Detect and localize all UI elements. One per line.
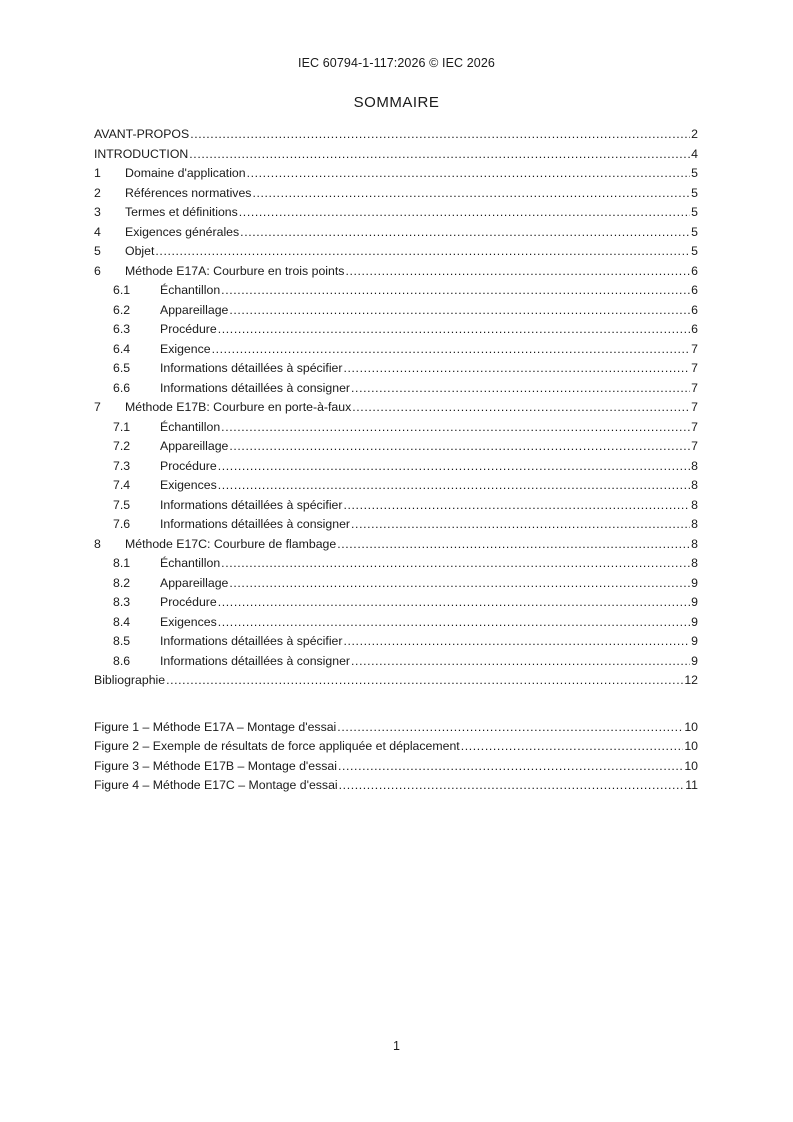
toc-entry-number: 7.3 [113, 458, 131, 473]
page-reference: 8 [691, 517, 698, 531]
toc-entry[interactable] [94, 515, 698, 535]
dot-leader [461, 737, 684, 757]
toc-entry-number: 6 [94, 263, 101, 278]
page-reference: 10 [684, 758, 698, 773]
toc-entry-label: Exigences [160, 614, 217, 629]
dot-leader [229, 437, 690, 457]
dot-leader [240, 223, 690, 243]
toc-entry-number: 6.3 [113, 322, 131, 336]
page-reference: 6 [691, 302, 698, 317]
toc-entry-number: 5 [94, 244, 101, 258]
toc-entry-label: Échantillon [160, 283, 221, 297]
dot-leader [221, 418, 690, 438]
dot-leader [218, 320, 690, 340]
toc-entry-label: Bibliographie [94, 673, 166, 687]
dot-leader [247, 164, 691, 184]
page-reference: 9 [691, 634, 698, 648]
toc-entry-label: Méthode E17C: Courbure de flambage [125, 536, 337, 551]
page-number: 1 [393, 1039, 400, 1053]
page-reference: 5 [691, 205, 698, 219]
toc-entry[interactable] [94, 671, 698, 691]
toc-entry-number: 2 [94, 185, 101, 200]
toc-entry[interactable] [94, 203, 698, 223]
toc-entry[interactable] [94, 145, 698, 165]
toc-entry[interactable] [94, 437, 698, 457]
dot-leader [337, 535, 690, 555]
toc-entry-number: 8.5 [113, 634, 131, 648]
toc-entry[interactable] [94, 164, 698, 184]
figure-entry-label: Figure 4 – Méthode E17C – Montage d'essai [94, 778, 338, 792]
dot-leader [218, 593, 690, 613]
figure-entry-label: Figure 3 – Méthode E17B – Montage d'essai [94, 758, 337, 773]
toc-entry-label: Informations détaillées à spécifier [160, 361, 343, 375]
dot-leader [190, 125, 690, 145]
page-reference: 8 [691, 536, 698, 551]
figure-entry-label: Figure 1 – Méthode E17A – Montage d'essai [94, 719, 337, 734]
toc-entry[interactable] [94, 379, 698, 399]
page-reference: 2 [691, 127, 698, 141]
dot-leader [344, 359, 691, 379]
toc-entry[interactable] [94, 301, 698, 321]
toc-entry-number: 7.1 [113, 419, 131, 434]
toc-entry-number: 6.6 [113, 380, 131, 395]
toc-entry-label: AVANT-PROPOS [94, 127, 190, 141]
page-reference: 7 [691, 341, 698, 356]
toc-entry[interactable] [94, 476, 698, 496]
dot-leader [166, 671, 683, 691]
dot-leader [351, 515, 690, 535]
toc-entry-label: Appareillage [160, 575, 229, 590]
dot-leader [212, 340, 691, 360]
toc-entry-label: INTRODUCTION [94, 146, 189, 161]
page-reference: 5 [691, 166, 698, 180]
dot-leader [345, 262, 690, 282]
toc-entry-number: 4 [94, 224, 101, 239]
page-reference: 5 [691, 244, 698, 258]
toc-entry-label: Informations détaillées à spécifier [160, 497, 343, 512]
toc-entry-number: 8.2 [113, 575, 131, 590]
page-reference: 5 [691, 224, 698, 239]
toc-entry-label: Références normatives [125, 185, 252, 200]
toc-entries [94, 125, 698, 691]
toc-entry[interactable] [94, 613, 698, 633]
dot-leader [218, 613, 690, 633]
page-reference: 7 [691, 400, 698, 414]
toc-entry[interactable] [94, 125, 698, 145]
toc-entry[interactable] [94, 457, 698, 477]
figure-entry[interactable] [94, 776, 698, 796]
page-reference: 8 [691, 458, 698, 473]
page-reference: 9 [691, 653, 698, 668]
figure-entry[interactable] [94, 737, 698, 757]
toc-entry-label: Informations détaillées à consigner [160, 653, 351, 668]
figure-list [94, 718, 698, 796]
dot-leader [229, 301, 690, 321]
toc-entry-number: 6.1 [113, 283, 131, 297]
toc-entry[interactable] [94, 398, 698, 418]
page-reference: 6 [691, 263, 698, 278]
page-reference: 7 [691, 419, 698, 434]
dot-leader [252, 184, 690, 204]
toc-entry-label: Procédure [160, 322, 217, 336]
page-reference: 7 [691, 439, 698, 453]
dot-leader [221, 554, 690, 574]
toc-entry-number: 7 [94, 400, 101, 414]
toc-entry[interactable] [94, 554, 698, 574]
dot-leader [338, 757, 683, 777]
toc-entry-number: 7.6 [113, 517, 131, 531]
figure-entry-label: Figure 2 – Exemple de résultats de force appliquée et déplacement [94, 739, 460, 753]
page-reference: 7 [691, 380, 698, 395]
page-reference: 8 [691, 478, 698, 492]
dot-leader [351, 379, 690, 399]
toc-entry-label: Termes et définitions [125, 205, 238, 219]
page-reference: 10 [684, 739, 698, 753]
toc-entry-number: 7.2 [113, 439, 131, 453]
toc-entry-number: 8.3 [113, 595, 131, 609]
toc-entry[interactable] [94, 320, 698, 340]
toc-entry-number: 6.4 [113, 341, 131, 356]
page-reference: 11 [685, 778, 698, 792]
dot-leader [339, 776, 685, 796]
dot-leader [337, 718, 683, 738]
dot-leader [218, 457, 690, 477]
toc-entry-number: 6.2 [113, 302, 131, 317]
toc-entry-label: Méthode E17B: Courbure en porte-à-faux [125, 400, 352, 414]
toc-entry-number: 8.6 [113, 653, 131, 668]
toc-entry-number: 6.5 [113, 361, 131, 375]
toc-entry-label: Échantillon [160, 419, 221, 434]
page-reference: 7 [691, 361, 698, 375]
page-reference: 12 [684, 673, 698, 687]
toc-entry-number: 8 [94, 536, 101, 551]
toc-entry-label: Appareillage [160, 302, 229, 317]
toc-entry-label: Exigences [160, 478, 217, 492]
toc-entry-number: 8.4 [113, 614, 131, 629]
toc-entry[interactable] [94, 359, 698, 379]
toc-entry[interactable] [94, 242, 698, 262]
dot-leader [218, 476, 690, 496]
toc-entry[interactable] [94, 418, 698, 438]
dot-leader [344, 496, 691, 516]
figure-entry[interactable] [94, 757, 698, 777]
toc-entry-number: 1 [94, 166, 101, 180]
dot-leader [239, 203, 690, 223]
toc-entry-label: Informations détaillées à spécifier [160, 634, 343, 648]
page-reference: 8 [691, 497, 698, 512]
toc-spacer [94, 691, 698, 718]
toc-entry[interactable] [94, 496, 698, 516]
toc-entry[interactable] [94, 574, 698, 594]
toc-entry[interactable] [94, 652, 698, 672]
toc-entry-label: Objet [125, 244, 155, 258]
toc-entry-number: 3 [94, 205, 101, 219]
dot-leader [155, 242, 690, 262]
dot-leader [351, 652, 690, 672]
toc-entry-label: Appareillage [160, 439, 229, 453]
page-reference: 6 [691, 322, 698, 336]
page-title: SOMMAIRE [353, 94, 440, 111]
page-reference: 6 [691, 283, 698, 297]
toc-entry-label: Procédure [160, 595, 217, 609]
table-of-contents [94, 125, 698, 796]
page-reference: 10 [684, 719, 698, 734]
toc-entry[interactable] [94, 632, 698, 652]
page-reference: 4 [691, 146, 698, 161]
toc-entry-label: Exigence [160, 341, 211, 356]
toc-entry[interactable] [94, 593, 698, 613]
page-reference: 9 [691, 575, 698, 590]
toc-entry-label: Échantillon [160, 556, 221, 570]
toc-entry-number: 7.5 [113, 497, 131, 512]
dot-leader [189, 145, 690, 165]
toc-entry[interactable] [94, 223, 698, 243]
toc-entry[interactable] [94, 262, 698, 282]
dot-leader [344, 632, 691, 652]
toc-entry-label: Domaine d'application [125, 166, 246, 180]
toc-entry-label: Procédure [160, 458, 217, 473]
dot-leader [229, 574, 690, 594]
toc-entry[interactable] [94, 281, 698, 301]
page-reference: 8 [691, 556, 698, 570]
toc-entry-number: 7.4 [113, 478, 131, 492]
toc-entry-number: 8.1 [113, 556, 131, 570]
toc-entry-label: Exigences générales [125, 224, 240, 239]
toc-entry[interactable] [94, 535, 698, 555]
toc-entry[interactable] [94, 184, 698, 204]
toc-entry-label: Informations détaillées à consigner [160, 380, 351, 395]
toc-entry-label: Informations détaillées à consigner [160, 517, 351, 531]
dot-leader [352, 398, 690, 418]
document-header: IEC 60794-1-117:2026 © IEC 2026 [298, 56, 495, 70]
dot-leader [221, 281, 690, 301]
toc-entry[interactable] [94, 340, 698, 360]
toc-entry-label: Méthode E17A: Courbure en trois points [125, 263, 345, 278]
figure-entry[interactable] [94, 718, 698, 738]
page-reference: 9 [691, 614, 698, 629]
page-reference: 9 [691, 595, 698, 609]
page-reference: 5 [691, 185, 698, 200]
